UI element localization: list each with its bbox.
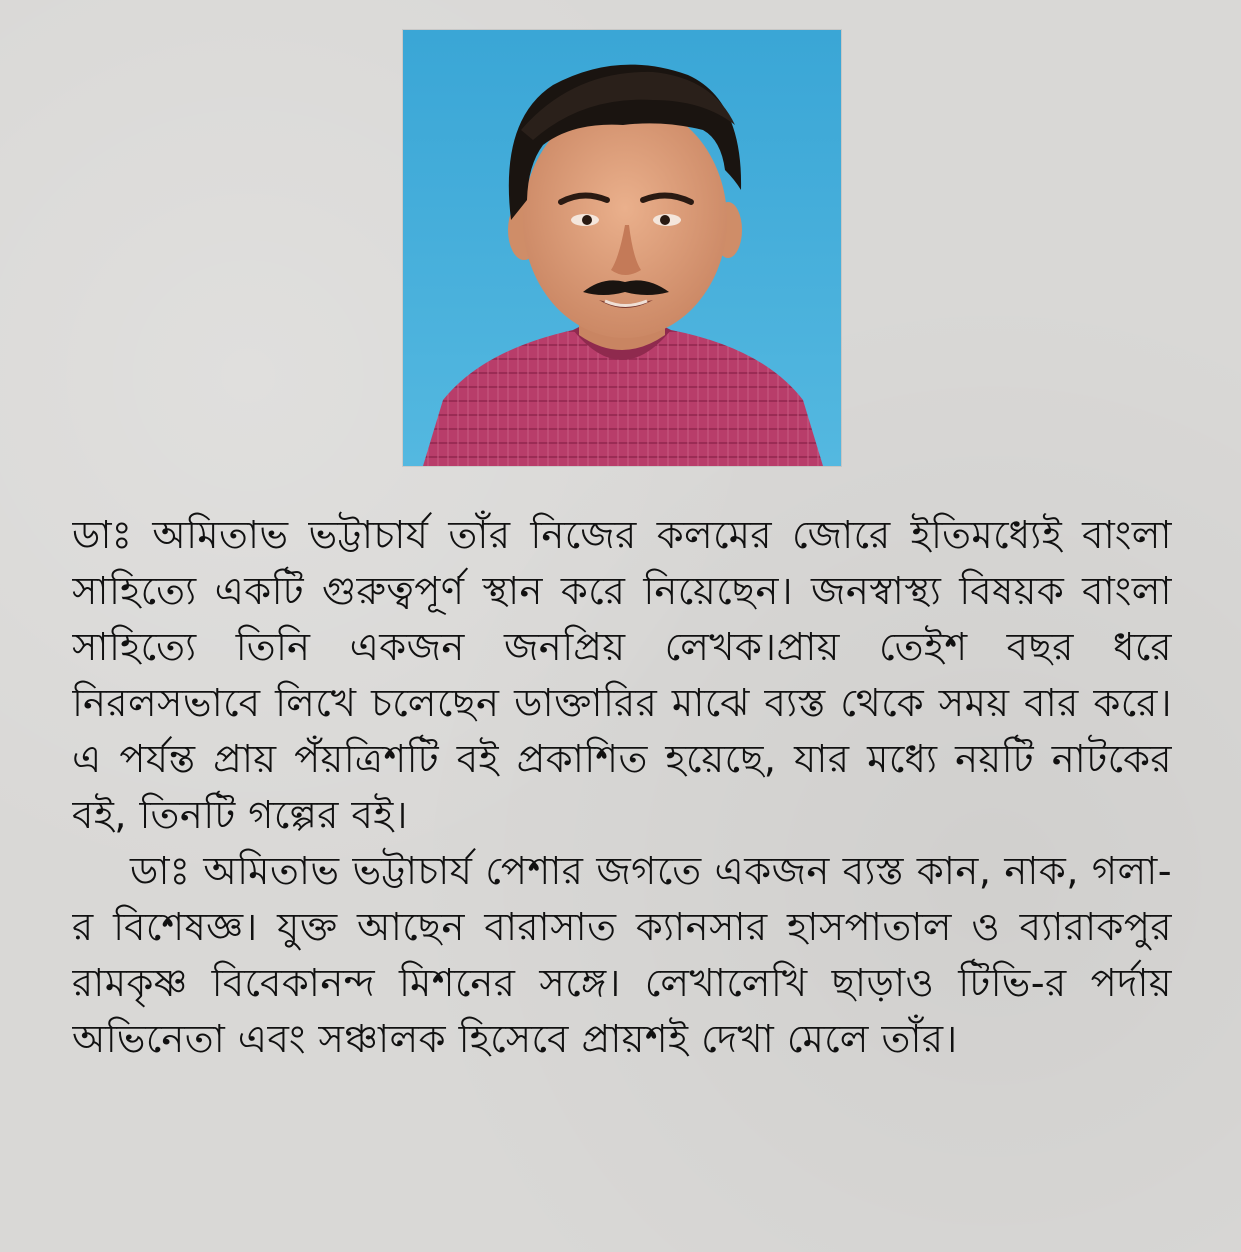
- author-photo: [403, 30, 841, 466]
- bio-paragraph-2: ডাঃ অমিতাভ ভট্টাচার্য পেশার জগতে একজন ব্যস্ত কান, নাক, গলা-র বিশেষজ্ঞ। যুক্ত আছেন বারাসাত ক্যানসার হাসপাতাল ও ব্যারাকপুর রামকৃষ্ণ বিবেকানন্দ মিশনের সঙ্গে। লেখালেখি ছাড়াও টিভি-র পর্দায় অভিনেতা এবং সঞ্চালক হিসেবে প্রায়শই দেখা মেলে তাঁর।: [72, 849, 1172, 1062]
- bio-paragraph-1: ডাঃ অমিতাভ ভট্টাচার্য তাঁর নিজের কলমের জোরে ইতিমধ্যেই বাংলা সাহিত্যে একটি গুরুত্বপূর্ণ স্থান করে নিয়েছেন। জনস্বাস্থ্য বিষয়ক বাংলা সাহিত্যে তিনি একজন জনপ্রিয় লেখক।প্রায় তেইশ বছর ধরে নিরলসভাবে লিখে চলেছেন ডাক্তারির মাঝে ব্যস্ত থেকে সময় বার করে। এ পর্যন্ত প্রায় পঁয়ত্রিশটি বই প্রকাশিত হয়েছে, যার মধ্যে নয়টি নাটকের বই, তিনটি গল্পের বই।: [72, 513, 1172, 838]
- author-biography: [72, 508, 1172, 1228]
